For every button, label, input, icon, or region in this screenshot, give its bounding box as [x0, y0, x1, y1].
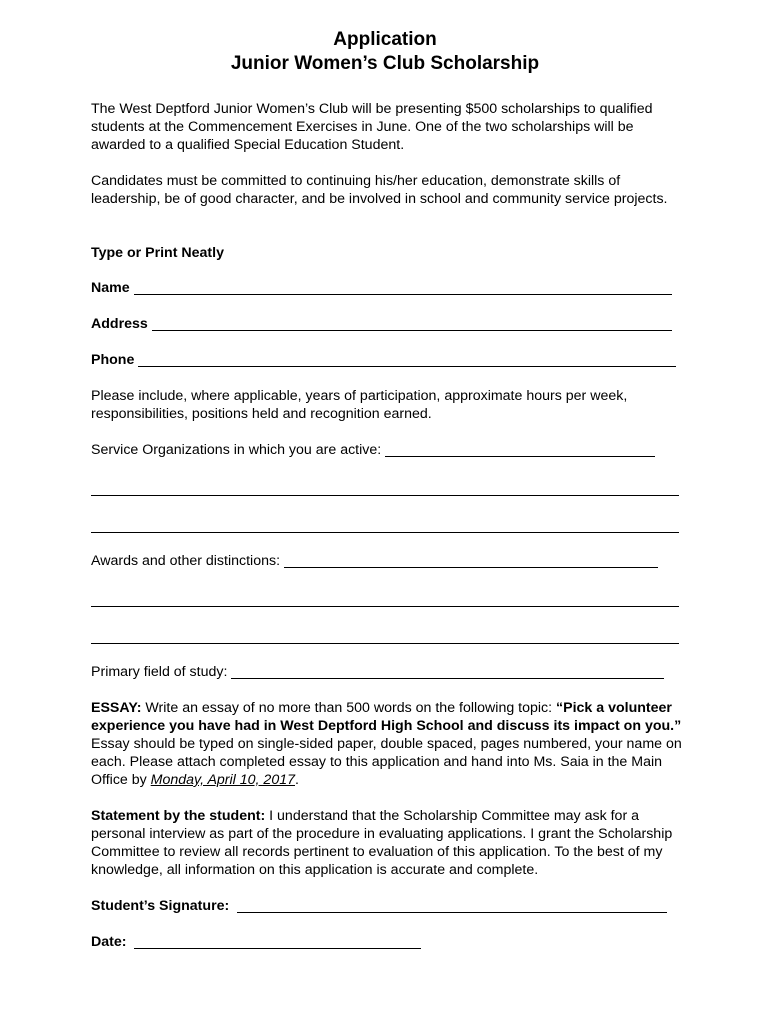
service-blank-line[interactable] [91, 494, 679, 496]
name-label: Name [91, 280, 130, 296]
essay-topic: “Pick a volunteer experience you have had in West Deptford High School and discuss its impact on you.” [91, 700, 682, 734]
essay-text-1: Write an essay of no more than 500 words on the following topic: [141, 700, 557, 716]
phone-input-line[interactable] [138, 352, 676, 367]
service-organizations-input-line[interactable] [385, 442, 655, 457]
date-input-line[interactable] [134, 934, 421, 949]
phone-field [91, 351, 691, 369]
essay-deadline: Monday, April 10, 2017 [150, 772, 295, 788]
address-input-line[interactable] [152, 316, 672, 331]
statement-lead: Statement by the student: [91, 808, 266, 824]
name-field [91, 279, 691, 297]
date-field [91, 933, 691, 951]
essay-paragraph [91, 699, 691, 789]
primary-field-input-line[interactable] [231, 664, 664, 679]
awards-label: Awards and other distinctions: [91, 553, 281, 569]
essay-lead: ESSAY: [91, 700, 142, 716]
signature-input-line[interactable] [237, 898, 667, 913]
service-blank-line[interactable] [91, 531, 679, 533]
phone-label: Phone [91, 352, 135, 368]
application-document [91, 28, 691, 951]
awards-blank-line[interactable] [91, 605, 679, 607]
type-or-print-instruction: Type or Print Neatly [91, 245, 224, 261]
address-field [91, 315, 691, 333]
awards-field [91, 552, 691, 570]
statement-text: I understand that the Scholarship Committee may ask for a personal interview as part of the procedure in evaluating applications. I grant the Scholarship Committee to review all records pertinent to evaluation of this application. To the best of my knowledge, all information on this application is accurate and complete. [91, 808, 673, 878]
intro-paragraph-2: Candidates must be committed to continuing his/her education, demonstrate skills of leadership, be of good character, and be involved in school and community service projects. [91, 173, 668, 207]
essay-text-2: Essay should be typed on single-sided paper, double spaced, pages numbered, your name on each. Please attach completed essay to this application and hand into Ms. Saia in the Main Office by [91, 736, 682, 788]
signature-field [91, 897, 691, 915]
service-organizations-label: Service Organizations in which you are active: [91, 442, 382, 458]
awards-input-line[interactable] [284, 553, 658, 568]
intro-paragraph-1: The West Deptford Junior Women’s Club will be presenting $500 scholarships to qualified students at the Commencement Exercises in June. One of the two scholarships will be awarded to a qualified Special Education Student. [91, 101, 653, 153]
address-label: Address [91, 316, 148, 332]
name-input-line[interactable] [134, 280, 672, 295]
include-note: Please include, where applicable, years of participation, approximate hours per week, responsibilities, positions held and recognition earned. [91, 388, 628, 422]
date-label: Date: [91, 934, 127, 950]
signature-label: Student’s Signature: [91, 898, 230, 914]
primary-field-of-study [91, 663, 691, 681]
statement-paragraph [91, 807, 691, 879]
awards-blank-line[interactable] [91, 642, 679, 644]
service-organizations-field [91, 441, 691, 459]
title-line-2: Junior Women’s Club Scholarship [230, 53, 540, 74]
essay-end: . [295, 772, 299, 788]
primary-field-label: Primary field of study: [91, 664, 228, 680]
title-line-1: Application [333, 29, 437, 50]
